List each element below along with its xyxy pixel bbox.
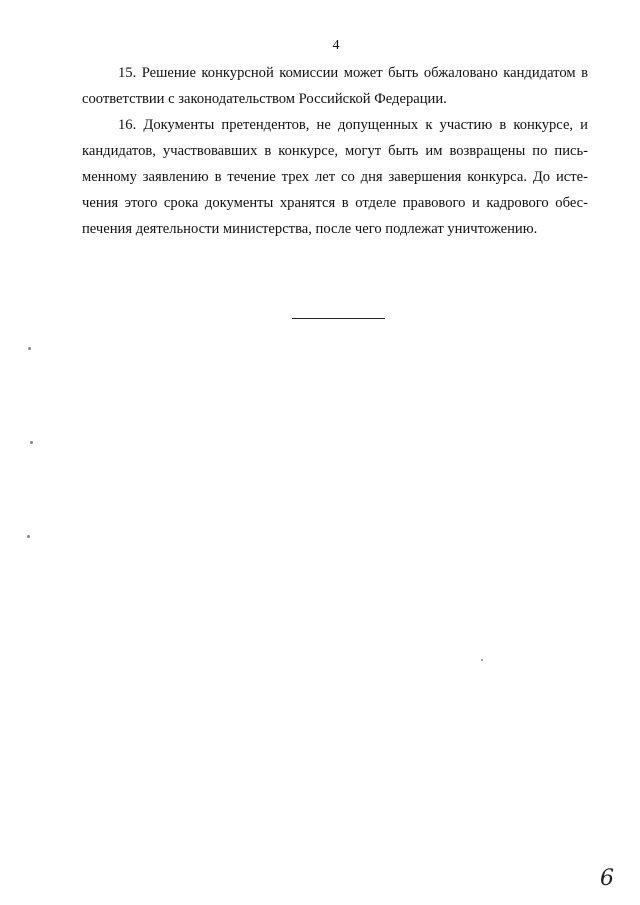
paragraph-16: 16. Документы претендентов, не допущенных к участию в конкурсе, и кандидатов, участвовавших в конкурсе, могут быть им возвращены по пись-менному заявлению в течение трех лет со дня завершения конкурса. До исте-чения этого срока документы хранятся в отделе правового и кадрового обес-печения деятельности министерства, после чего подлежат уничтожению. (82, 117, 588, 237)
scan-speck (481, 659, 483, 661)
scan-speck (30, 441, 33, 444)
scan-speck (28, 347, 31, 350)
end-of-text-rule (292, 318, 385, 319)
handwritten-sheet-number: 6 (600, 866, 614, 891)
paragraph-15: 15. Решение конкурсной комиссии может быть обжаловано кандидатом в соответствии с законодательством Российской Федерации. (82, 65, 588, 107)
scan-speck (27, 535, 30, 538)
document-body (82, 60, 588, 242)
page-number: 4 (332, 38, 340, 53)
